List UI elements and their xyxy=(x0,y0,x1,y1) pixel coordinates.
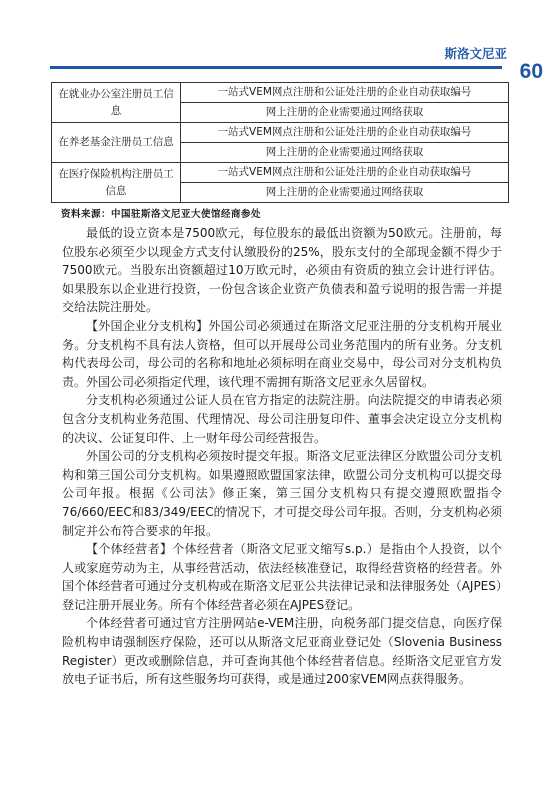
table-cell: 一站式VEM网点注册和公证处注册的企业自动获取编号 xyxy=(181,83,509,103)
paragraph: 【个体经营者】个体经营者（斯洛文尼亚文缩写s.p.）是指由个人投资，以个人或家庭劳动为主，从事经营活动，依法经核准登记，取得经营资格的经营者。外国个体经营者可通过分支机构或在斯洛文尼亚公共法律记录和法律服务处（AJPES）登记注册开展业务。所有个体经营者必须在AJPES登记。 xyxy=(62,542,502,612)
source-note: 资料来源：中国驻斯洛文尼亚大使馆经商参处 xyxy=(61,209,262,220)
header-rule xyxy=(50,66,502,69)
agency-cell: 在养老基金注册员工信息 xyxy=(52,123,181,163)
table-cell: 网上注册的企业需要通过网络获取 xyxy=(181,143,509,163)
table-cell: 一站式VEM网点注册和公证处注册的企业自动获取编号 xyxy=(181,123,509,143)
paragraph: 【外国企业分支机构】外国公司必须通过在斯洛文尼亚注册的分支机构开展业务。分支机构不具有法人资格，但可以开展母公司业务范围内的所有业务。分支机构代表母公司，母公司的名称和地址必须标明在商业交易中，母公司对分支机构负责。外国公司必须指定代理，该代理不需拥有斯洛文尼亚永久居留权。 xyxy=(62,318,502,389)
page-number: 60 xyxy=(519,60,543,83)
table-row xyxy=(52,123,509,143)
agency-cell: 在就业办公室注册员工信息 xyxy=(52,83,181,123)
paragraph: 分支机构必须通过公证人员在官方指定的法院注册。向法院提交的申请表必须包含分支机构业务范围、代理情况、母公司注册复印件、董事会决定设立分支机构的决议、公证复印件、上一财年母公司经营报告。 xyxy=(62,393,502,445)
paragraph: 最低的设立资本是7500欧元，每位股东的最低出资额为50欧元。注册前，每位股东必须至少以现金方式支付认缴股份的25%，股东支付的全部现金额不得少于7500欧元。当股东出资额超过10万欧元时，必须由有资质的独立会计进行评估。如果股东以企业进行投资，一份包含该企业资产负债表和盈亏说明的报告需一并提交给法院注册处。 xyxy=(62,226,502,315)
table-cell: 网上注册的企业需要通过网络获取 xyxy=(181,183,509,203)
paragraph: 外国公司的分支机构必须按时提交年报。斯洛文尼亚法律区分欧盟公司分支机构和第三国公司分支机构。如果遵照欧盟国家法律，欧盟公司分支机构可以提交母公司年报。根据《公司法》修正案，第三国分支机构只有提交遵照欧盟指令76/660/EEC和83/349/EEC的情况下，才可提交母公司年报。否则，分支机构必须制定并公布符合要求的年报。 xyxy=(62,449,502,538)
table-cell: 网上注册的企业需要通过网络获取 xyxy=(181,103,509,123)
table-row xyxy=(52,83,509,103)
paragraph: 个体经营者可通过官方注册网站e-VEM注册，向税务部门提交信息，向医疗保险机构申请强制医疗保险，还可以从斯洛文尼亚商业登记处（Slovenia Business Register）更改或删除信息，并可查询其他个体经营者信息。经斯洛文尼亚官方发放电子证书后，所有这些服务均可获得，或是通过200家VEM网点获得服务。 xyxy=(62,616,502,687)
body-text xyxy=(62,224,502,689)
agency-cell: 在医疗保险机构注册员工信息 xyxy=(52,163,181,203)
country-header: 斯洛文尼亚 xyxy=(444,47,507,61)
table-cell: 一站式VEM网点注册和公证处注册的企业自动获取编号 xyxy=(181,163,509,183)
registration-table xyxy=(51,82,509,203)
table-row xyxy=(52,163,509,183)
